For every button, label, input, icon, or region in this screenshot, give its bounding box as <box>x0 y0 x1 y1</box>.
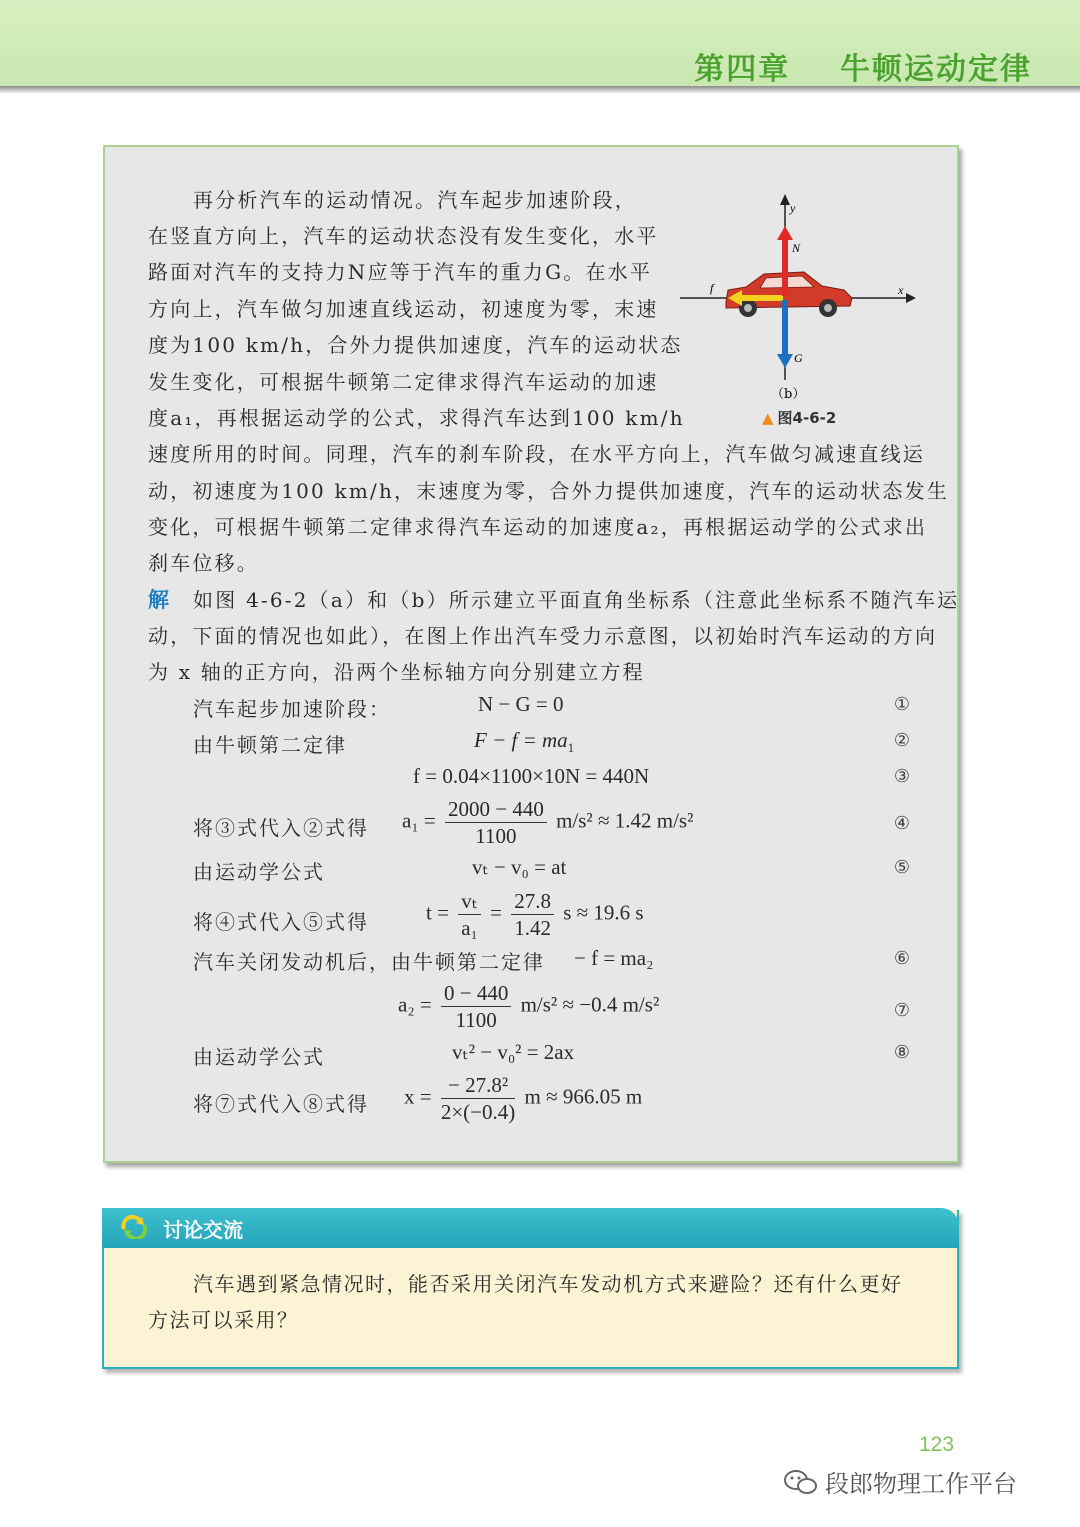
paragraph-line: 变化，可根据牛顿第二定律求得汽车运动的加速度a₂，再根据运动学的公式求出 <box>148 515 928 539</box>
equation-7 <box>398 980 659 1033</box>
equation-label: 由牛顿第二定律 <box>193 733 347 757</box>
equation-number: ⑤ <box>893 857 911 878</box>
equation-number: ② <box>893 730 911 751</box>
equation-number: ⑧ <box>893 1042 911 1063</box>
paragraph-line: 在竖直方向上，汽车的运动状态没有发生变化，水平 <box>148 224 659 248</box>
car-icon <box>726 272 852 317</box>
discussion-line: 方法可以采用？ <box>148 1308 299 1332</box>
denominator: 1.42 <box>514 916 551 940</box>
watermark <box>783 1462 1053 1502</box>
equation-2-main: F − f = ma <box>474 728 568 752</box>
y-axis-label: y <box>790 201 796 215</box>
equation-number: ③ <box>893 766 911 787</box>
equation-number: ① <box>893 694 911 715</box>
discussion-line: 汽车遇到紧急情况时，能否采用关闭汽车发动机方式来避险？还有什么更好 <box>193 1272 903 1296</box>
fraction <box>511 888 554 941</box>
paragraph-line: 度为100 km/h，合外力提供加速度，汽车的运动状态 <box>148 333 683 357</box>
equation-5: vₜ − v₀ = at <box>472 855 567 879</box>
fraction <box>458 888 481 941</box>
paragraph-line: 速度所用的时间。同理，汽车的刹车阶段，在水平方向上，汽车做匀减速直线运 <box>148 442 925 466</box>
fraction <box>445 796 547 849</box>
solution-line: 为 x 轴的正方向，沿两个坐标轴方向分别建立方程 <box>148 660 645 684</box>
equation-8: vₜ² − v₀² = 2ax <box>452 1040 575 1064</box>
paragraph-line: 度a₁，再根据运动学的公式，求得汽车达到100 km/h <box>148 406 685 430</box>
equation-label: 由运动学公式 <box>193 860 325 884</box>
equation-2-subscript: 1 <box>567 740 575 756</box>
discussion-icon <box>120 1215 148 1239</box>
denominator: 1100 <box>475 824 517 848</box>
equation-label: 将⑦式代入⑧式得 <box>193 1092 369 1116</box>
y-axis-arrowhead <box>780 194 790 205</box>
chat-bubble-icon <box>783 1468 819 1498</box>
equation-6: − f = ma₂ <box>574 946 654 970</box>
figure-sublabel: （b） <box>771 387 806 402</box>
equation-time <box>426 888 644 941</box>
equation-time-rhs: s ≈ 19.6 s <box>563 900 644 925</box>
denominator: 1100 <box>455 1008 497 1032</box>
equation-2 <box>474 728 574 756</box>
equation-4-lhs: a₁ = <box>402 808 436 833</box>
equation-9-rhs: m ≈ 966.05 m <box>524 1084 643 1109</box>
solution-line: 动，下面的情况也如此），在图上作出汽车受力示意图，以初始时汽车运动的方向 <box>148 624 938 648</box>
equation-7-lhs: a₂ = <box>398 992 432 1017</box>
equation-label: 汽车起步加速阶段： <box>193 697 391 721</box>
numerator: − 27.8² <box>441 1072 515 1099</box>
equation-4 <box>402 796 693 849</box>
equation-label: 将④式代入⑤式得 <box>193 910 369 934</box>
watermark-text: 段郎物理工作平台 <box>825 1470 1017 1498</box>
figure-caption-text: 图4-6-2 <box>777 409 837 427</box>
paragraph-line: 发生变化，可根据牛顿第二定律求得汽车运动的加速 <box>148 370 659 394</box>
numerator: 0 − 440 <box>441 980 511 1007</box>
solution-line: 如图 4-6-2（a）和（b）所示建立平面直角坐标系（注意此坐标系不随汽车运 <box>193 588 960 612</box>
discussion-title: 讨论交流 <box>163 1218 243 1242</box>
denominator: 2×(−0.4) <box>440 1100 516 1124</box>
equation-1: N − G = 0 <box>478 692 564 716</box>
numerator: 2000 − 440 <box>445 796 547 823</box>
figure-caption <box>762 407 836 428</box>
page-number: 123 <box>919 1433 955 1456</box>
equation-number: ⑦ <box>893 1000 911 1021</box>
gravity-arrowhead <box>777 354 793 368</box>
x-axis-label: x <box>898 283 904 297</box>
paragraph-line: 动，初速度为100 km/h，末速度为零，合外力提供加速度，汽车的运动状态发生 <box>148 479 950 503</box>
equation-label: 由运动学公式 <box>193 1045 325 1069</box>
equation-time-lhs: t = <box>426 900 449 925</box>
equation-4-rhs: m/s² ≈ 1.42 m/s² <box>556 808 694 833</box>
fraction <box>441 1072 515 1125</box>
equation-number: ④ <box>893 813 911 834</box>
numerator: vₜ <box>458 888 481 915</box>
normal-force-arrowhead <box>777 226 793 240</box>
equation-9 <box>404 1072 642 1125</box>
equation-number: ⑥ <box>893 948 911 969</box>
equation-label: 汽车关闭发动机后，由牛顿第二定律 <box>193 950 545 974</box>
numerator: 27.8 <box>511 888 554 915</box>
chapter-title: 第四章 牛顿运动定律 <box>694 52 1032 87</box>
paragraph-line: 再分析汽车的运动情况。汽车起步加速阶段， <box>193 188 637 212</box>
equation-7-rhs: m/s² ≈ −0.4 m/s² <box>520 992 660 1017</box>
paragraph-line: 刹车位移。 <box>148 551 259 575</box>
equation-3: f = 0.04×1100×10N = 440N <box>413 764 650 788</box>
gravity-label: G <box>794 351 803 365</box>
equation-label: 将③式代入②式得 <box>193 816 369 840</box>
paragraph-line: 方向上，汽车做匀加速直线运动，初速度为零，末速 <box>148 297 659 321</box>
solution-label: 解 <box>148 588 169 612</box>
fraction <box>441 980 511 1033</box>
x-axis-arrowhead <box>906 293 916 303</box>
normal-force-label: N <box>792 241 801 255</box>
denominator: a₁ <box>461 916 478 940</box>
equals-sign: = <box>490 900 502 925</box>
paragraph-line: 路面对汽车的支持力N应等于汽车的重力G。在水平 <box>148 260 653 284</box>
triangle-icon: ▲ <box>762 409 774 427</box>
force-diagram <box>676 190 921 430</box>
equation-9-lhs: x = <box>404 1084 432 1109</box>
friction-label: f <box>710 281 714 295</box>
